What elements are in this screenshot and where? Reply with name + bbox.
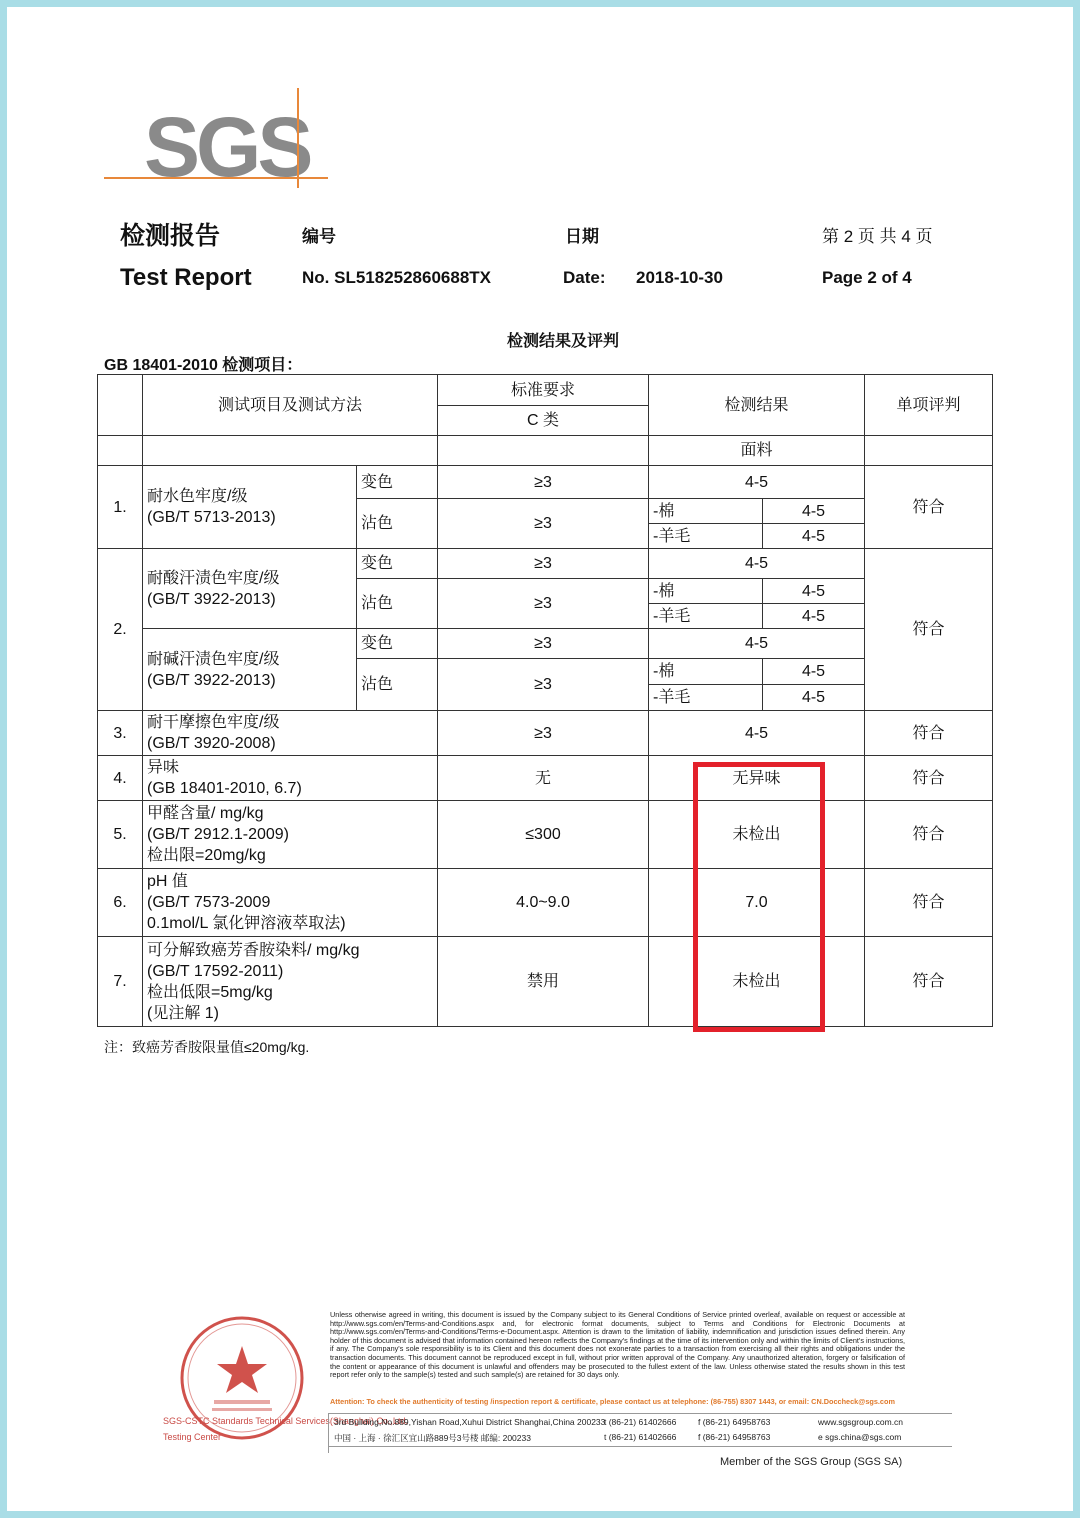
- row2b-change-result: 4-5: [649, 629, 865, 659]
- row1-change-label: 变色: [357, 466, 438, 499]
- report-title-cn: 检测报告: [120, 222, 221, 250]
- address-cn: 中国 · 上海 · 徐汇区宜山路889号3号楼 邮编: 200233: [334, 1433, 531, 1443]
- row1-wool-result: 4-5: [763, 524, 865, 549]
- row2a-wool-result: 4-5: [763, 604, 865, 629]
- row5-number: 5.: [98, 801, 143, 869]
- header-num-cell: [98, 375, 143, 436]
- row7-std: 禁用: [438, 937, 649, 1027]
- row6-std: 4.0~9.0: [438, 869, 649, 937]
- member-statement: Member of the SGS Group (SGS SA): [720, 1456, 903, 1468]
- page-indicator-en: Page 2 of 4: [822, 268, 912, 287]
- report-title-en: Test Report: [120, 264, 252, 291]
- row4-std: 无: [438, 756, 649, 801]
- row6-judge: 符合: [865, 869, 993, 937]
- row2a-stain-std: ≥3: [438, 579, 649, 629]
- date-label-cn: 日期: [565, 227, 599, 246]
- row4-number: 4.: [98, 756, 143, 801]
- website-link[interactable]: www.sgsgroup.com.cn: [818, 1417, 904, 1427]
- row1-cotton-result: 4-5: [763, 499, 865, 524]
- fax-2: f (86-21) 64958763: [698, 1432, 771, 1442]
- seal-testing-center-text: Testing Center: [163, 1432, 222, 1442]
- row7-item: 可分解致癌芳香胺染料/ mg/kg (GB/T 17592-2011) 检出低限=5mg/kg (见注解 1): [143, 937, 438, 1027]
- header-result: 检测结果: [649, 375, 865, 436]
- row1-item: 耐水色牢度/级 (GB/T 5713-2013): [143, 466, 357, 549]
- row4-judge: 符合: [865, 756, 993, 801]
- number-label-cn: 编号: [302, 227, 336, 246]
- row5-result: 未检出: [649, 801, 865, 869]
- authenticity-notice: Attention: To check the authenticity of testing /inspection report & certificate, please contact us at telephone: (86-755) 8307 1443, or email: CN.Doccheck@sgs.com: [330, 1397, 895, 1406]
- row2b-cotton-label: -棉: [649, 659, 763, 685]
- header-judge: 单项评判: [865, 375, 993, 436]
- row2b-stain-label: 沾色: [357, 659, 438, 711]
- header-standard: 标准要求: [438, 375, 649, 406]
- row5-item: 甲醛含量/ mg/kg (GB/T 2912.1-2009) 检出限=20mg/kg: [143, 801, 438, 869]
- row7-number: 7.: [98, 937, 143, 1027]
- row1-stain-label: 沾色: [357, 499, 438, 549]
- row1-stain-std: ≥3: [438, 499, 649, 549]
- row4-item: 异味 (GB 18401-2010, 6.7): [143, 756, 438, 801]
- header-fabric: 面料: [649, 436, 865, 466]
- row2a-wool-label: -羊毛: [649, 604, 763, 629]
- row6-item: pH 值 (GB/T 7573-2009 0.1mol/L 氯化钾溶液萃取法): [143, 869, 438, 937]
- row5-std: ≤300: [438, 801, 649, 869]
- fax-1: f (86-21) 64958763: [698, 1417, 771, 1427]
- row2-judge: 符合: [865, 549, 993, 711]
- header-method: 测试项目及测试方法: [143, 375, 438, 436]
- header-class: C 类: [438, 406, 649, 436]
- address-en: 3rd Building,No.889,Yishan Road,Xuhui District Shanghai,China 200233: [334, 1417, 606, 1427]
- row2a-cotton-label: -棉: [649, 579, 763, 604]
- seal-company-text: SGS-CSTC Standards Technical Services(Shanghai) Co.,Ltd.: [163, 1416, 408, 1426]
- row3-result: 4-5: [649, 711, 865, 756]
- footnote: 注：致癌芳香胺限量值≤20mg/kg.: [104, 1039, 310, 1055]
- row2b-change-std: ≥3: [438, 629, 649, 659]
- row3-judge: 符合: [865, 711, 993, 756]
- report-date: 2018-10-30: [636, 268, 723, 287]
- row1-wool-label: -羊毛: [649, 524, 763, 549]
- row3-std: ≥3: [438, 711, 649, 756]
- row2a-change-label: 变色: [357, 549, 438, 579]
- row7-judge: 符合: [865, 937, 993, 1027]
- row1-cotton-label: -棉: [649, 499, 763, 524]
- row4-result: 无异味: [649, 756, 865, 801]
- row3-item: 耐干摩擦色牢度/级 (GB/T 3920-2008): [143, 711, 438, 756]
- sgs-logo-text: SGS: [144, 100, 310, 188]
- row2a-change-result: 4-5: [649, 549, 865, 579]
- row2b-wool-result: 4-5: [763, 685, 865, 711]
- report-number: No. SL518252860688TX: [302, 268, 492, 287]
- row2a-item: 耐酸汗渍色牢度/级 (GB/T 3922-2013): [143, 549, 357, 629]
- gb-standard-title: GB 18401-2010 检测项目：: [104, 357, 303, 374]
- row5-judge: 符合: [865, 801, 993, 869]
- row3-number: 3.: [98, 711, 143, 756]
- telephone-1: t (86-21) 61402666: [604, 1417, 677, 1427]
- row6-number: 6.: [98, 869, 143, 937]
- row2b-wool-label: -羊毛: [649, 685, 763, 711]
- row2b-cotton-result: 4-5: [763, 659, 865, 685]
- page-indicator-cn: 第 2 页 共 4 页: [822, 227, 933, 246]
- row2b-stain-std: ≥3: [438, 659, 649, 711]
- row1-judge: 符合: [865, 466, 993, 549]
- legal-disclaimer: Unless otherwise agreed in writing, this document is issued by the Company subject to its General Conditions of Service printed overleaf, available on request or accessible at http://www.sgs.com/en/Terms-and-Conditions.aspx and, for electronic format documents, subject to Terms and Conditions for Electronic Documents at http://www.sgs.com/en/Terms-and-Conditions/Terms-e-Document.aspx. Attention is drawn to the limitation of liability, indemnification and jurisdiction issues defined therein. Any holder of this document is advised that information contained hereon reflects the Company's findings at the time of its intervention only and within the limits of Client's instructions, if any. The Company's sole responsibility is to its Client and this document does not exonerate parties to a transaction from exercising all their rights and obligations under the transaction documents. This document cannot be reproduced except in full, without prior written approval of the Company. Any unauthorized alteration, forgery or falsification of the content or appearance of this document is unlawful and offenders may be prosecuted to the fullest extent of the law. Unless otherwise stated the results shown in this test report refer only to the sample(s) tested and such sample(s) are retained for 30 days only.: [330, 1310, 905, 1380]
- results-highlight-box: [693, 762, 825, 1032]
- row2a-change-std: ≥3: [438, 549, 649, 579]
- row7-result: 未检出: [649, 937, 865, 1027]
- telephone-2: t (86-21) 61402666: [604, 1432, 677, 1442]
- row2b-change-label: 变色: [357, 629, 438, 659]
- section-title: 检测结果及评判: [506, 333, 619, 350]
- row1-change-std: ≥3: [438, 466, 649, 499]
- row6-result: 7.0: [649, 869, 865, 937]
- row2b-item: 耐碱汗渍色牢度/级 (GB/T 3922-2013): [143, 629, 357, 711]
- row2a-cotton-result: 4-5: [763, 579, 865, 604]
- row2-number: 2.: [98, 549, 143, 711]
- email-link[interactable]: e sgs.china@sgs.com: [818, 1432, 902, 1442]
- row1-number: 1.: [98, 466, 143, 549]
- results-table: [97, 374, 993, 1027]
- date-label-en: Date:: [563, 268, 606, 287]
- row2a-stain-label: 沾色: [357, 579, 438, 629]
- sgs-logo: [104, 88, 332, 188]
- row1-change-result: 4-5: [649, 466, 865, 499]
